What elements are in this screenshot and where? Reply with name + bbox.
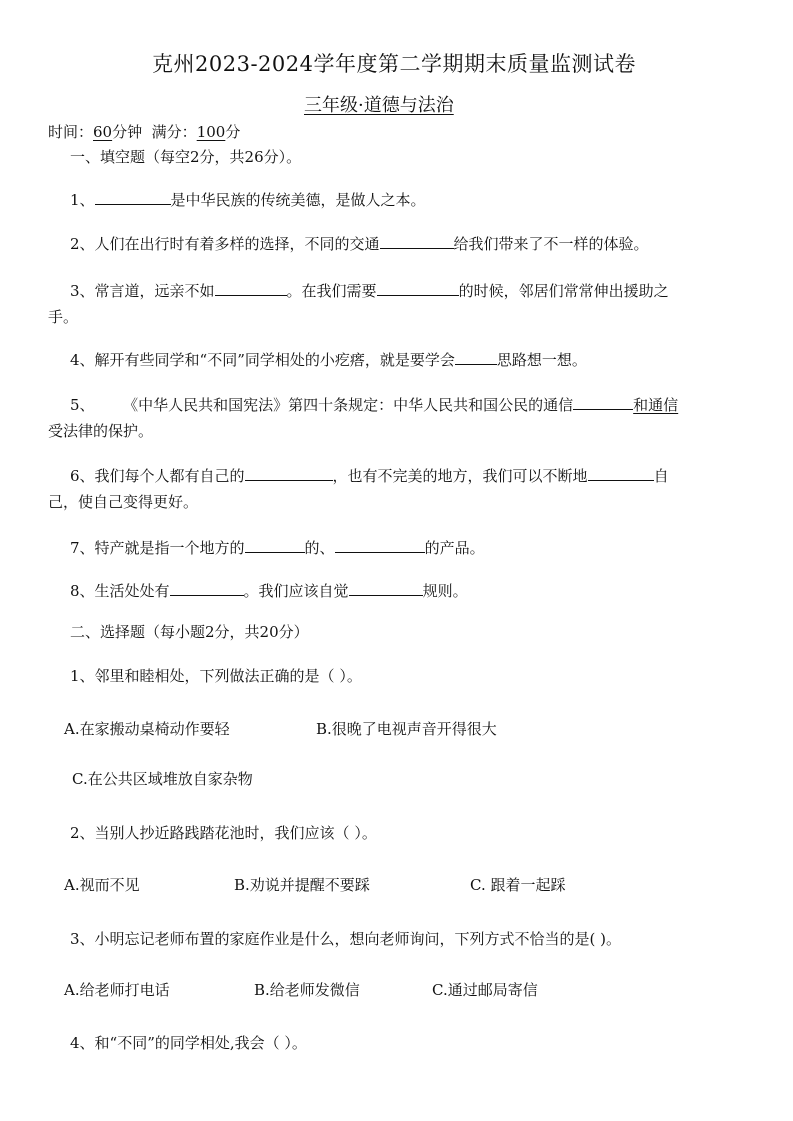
exam-title: 克州2023-2024学年度第二学期期末质量监测试卷 <box>152 52 636 76</box>
time-unit: 分钟 <box>112 123 143 141</box>
choice-option[interactable]: C.在公共区域堆放自家杂物 <box>72 770 253 788</box>
answer-blank[interactable] <box>215 281 287 296</box>
q4-text-b: 思路想一想。 <box>496 351 587 369</box>
exam-subtitle: 三年级·道德与法治 <box>304 95 454 116</box>
fill-question-5-continuation: 受法律的保护。 <box>48 422 154 440</box>
answer-blank[interactable] <box>380 234 454 249</box>
q5-number: 5、 <box>70 396 95 414</box>
fill-question-6 <box>70 466 669 486</box>
answer-blank[interactable] <box>245 466 333 481</box>
q8-text-a: 8、生活处处有 <box>70 582 170 600</box>
exam-meta <box>48 122 240 142</box>
fill-question-4 <box>70 350 587 370</box>
q7-text-c: 的产品。 <box>424 539 485 557</box>
answer-blank[interactable] <box>335 538 425 553</box>
answer-blank[interactable] <box>245 538 305 553</box>
choice-option[interactable]: C.通过邮局寄信 <box>432 981 538 999</box>
choice-option[interactable]: A.给老师打电话 <box>64 981 170 999</box>
q6-text-c: 自 <box>653 467 669 485</box>
answer-blank[interactable] <box>349 581 423 596</box>
choice-question-2-stem: 2、当别人抄近路践踏花池时，我们应该（ ）。 <box>70 824 377 842</box>
choice-option[interactable]: C. 跟着一起踩 <box>470 876 566 894</box>
answer-blank[interactable] <box>588 466 654 481</box>
time-value: 60 <box>93 123 113 141</box>
score-label: 满分： <box>151 123 197 141</box>
score-unit: 分 <box>225 123 241 141</box>
section2-heading: 二、选择题（每小题2分，共20分） <box>70 623 309 641</box>
answer-blank[interactable] <box>377 281 459 296</box>
answer-blank[interactable] <box>95 190 171 205</box>
answer-blank[interactable] <box>573 395 633 410</box>
score-value: 100 <box>196 123 226 141</box>
q1-text: 是中华民族的传统美德，是做人之本。 <box>170 191 426 209</box>
q2-text-b: 给我们带来了不一样的体验。 <box>453 235 649 253</box>
q2-text-a: 2、人们在出行时有着多样的选择，不同的交通 <box>70 235 380 253</box>
q3-text-b: 。在我们需要 <box>286 282 377 300</box>
answer-blank[interactable] <box>455 350 497 365</box>
q3-text-a: 3、常言道，远亲不如 <box>70 282 215 300</box>
fill-question-7 <box>70 538 485 558</box>
q5-text-b: 和通信 <box>633 396 679 414</box>
q7-text-a: 7、特产就是指一个地方的 <box>70 539 245 557</box>
q8-text-b: 。我们应该自觉 <box>243 582 349 600</box>
q1-number: 1、 <box>70 191 95 209</box>
choice-option[interactable]: A.在家搬动桌椅动作要轻 <box>64 720 230 738</box>
choice-option[interactable]: B.给老师发微信 <box>254 981 360 999</box>
fill-question-3 <box>70 281 669 301</box>
q7-text-b: 的、 <box>304 539 335 557</box>
fill-question-1 <box>70 190 426 210</box>
q6-text-a: 6、我们每个人都有自己的 <box>70 467 245 485</box>
fill-question-8 <box>70 581 468 601</box>
fill-question-5 <box>70 395 678 415</box>
fill-question-3-continuation: 手。 <box>48 308 79 326</box>
fill-question-6-continuation: 己，使自己变得更好。 <box>48 493 199 511</box>
choice-option[interactable]: B.劝说并提醒不要踩 <box>234 876 370 894</box>
choice-question-1-stem: 1、邻里和睦相处，下列做法正确的是（ ）。 <box>70 667 362 685</box>
answer-blank[interactable] <box>170 581 244 596</box>
q8-text-c: 规则。 <box>422 582 468 600</box>
q5-text-a: 《中华人民共和国宪法》第四十条规定：中华人民共和国公民的通信 <box>123 396 574 414</box>
fill-question-2 <box>70 234 649 254</box>
section1-heading: 一、填空题（每空2分，共26分）。 <box>70 148 302 166</box>
q6-text-b: ，也有不完美的地方，我们可以不断地 <box>332 467 588 485</box>
choice-option[interactable]: A.视而不见 <box>64 876 140 894</box>
choice-option[interactable]: B.很晚了电视声音开得很大 <box>316 720 497 738</box>
q3-text-c: 的时候，邻居们常常伸出援助之 <box>458 282 669 300</box>
time-label: 时间： <box>48 123 94 141</box>
choice-question-4-stem: 4、和“不同”的同学相处,我会（ ）。 <box>70 1034 307 1052</box>
q4-text-a: 4、解开有些同学和“不同”同学相处的小疙瘩，就是要学会 <box>70 351 455 369</box>
choice-question-3-stem: 3、小明忘记老师布置的家庭作业是什么，想向老师询问，下列方式不恰当的是( )。 <box>70 930 622 948</box>
